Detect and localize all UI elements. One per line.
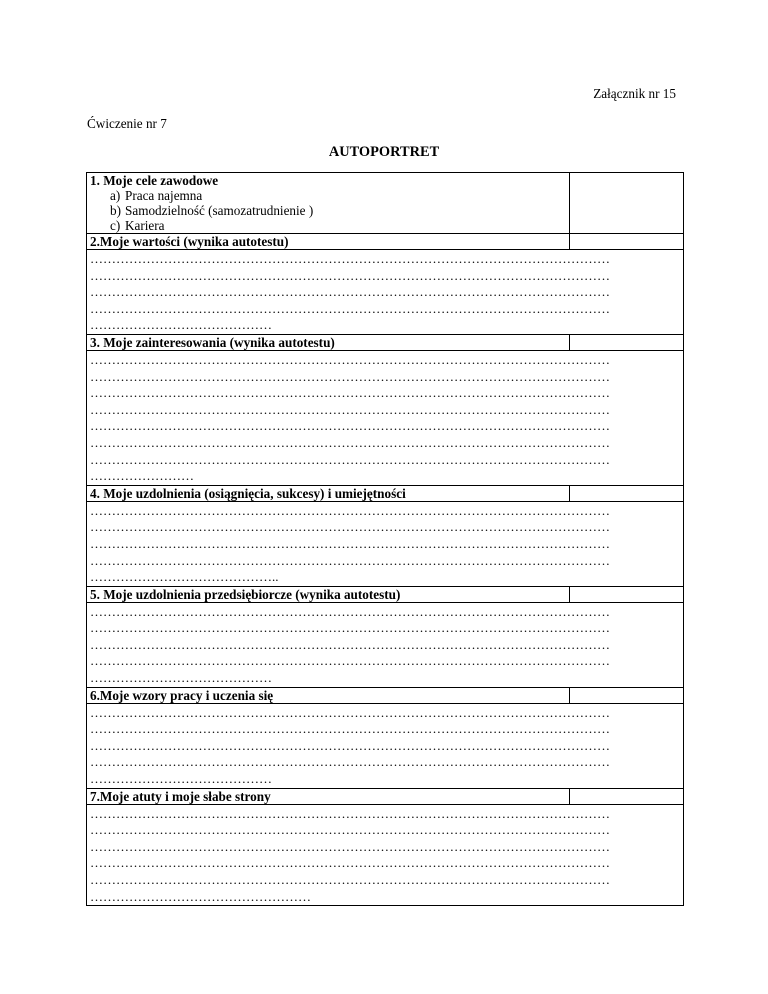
option-label: Praca najemna	[125, 188, 203, 203]
section-header	[87, 234, 683, 250]
dotted-answer-line: ……………………………………	[90, 317, 272, 333]
attachment-number: Załącznik nr 15	[593, 86, 676, 101]
dotted-answer-line: …………………………………………………………………………………………………………	[90, 552, 610, 568]
dotted-answer-line: …………………………………………………………………………………………………………	[90, 368, 610, 384]
self-portrait-form	[86, 172, 684, 906]
answer-box[interactable]	[569, 234, 683, 249]
dotted-answer-line: …………………………………………………………………………………………………………	[90, 872, 610, 887]
section-heading: 7.Moje atuty i moje słabe strony	[90, 788, 271, 804]
section-answer-area[interactable]	[87, 351, 683, 486]
exercise-number: Ćwiczenie nr 7	[87, 116, 167, 131]
dotted-answer-line: …………………………………………………………………………………………………………	[90, 721, 610, 737]
answer-box[interactable]	[569, 486, 683, 501]
dotted-answer-line: …………………………………………………………………………………………………………	[90, 636, 610, 652]
section-answer-area[interactable]	[87, 603, 683, 688]
option-marker: c)	[110, 218, 121, 233]
section-header	[87, 688, 683, 704]
dotted-answer-line: ……………………	[90, 468, 194, 484]
answer-box[interactable]	[569, 173, 683, 233]
dotted-answer-line: …………………………………………………………………………………………………………	[90, 653, 610, 669]
dotted-answer-line: ……………………………………..	[90, 569, 279, 585]
dotted-answer-line: …………………………………………………………………………………………………………	[90, 251, 610, 266]
section-header	[87, 486, 683, 502]
section-heading: 6.Moje wzory pracy i uczenia się	[90, 687, 274, 703]
option-label: Kariera	[125, 218, 165, 233]
section-answer-area[interactable]	[87, 805, 683, 906]
dotted-answer-line: …………………………………………………………………………………………………………	[90, 805, 610, 821]
dotted-answer-line: …………………………………………………………………………………………………………	[90, 855, 610, 871]
dotted-answer-line: …………………………………………………………………………………………………………	[90, 284, 610, 300]
dotted-answer-line: …………………………………………………………………………………………………………	[90, 737, 610, 753]
section-answer-area[interactable]	[87, 704, 683, 789]
dotted-answer-line: ……………………………………	[90, 771, 272, 787]
page-title: AUTOPORTRET	[328, 144, 440, 160]
option-marker: b)	[110, 203, 121, 218]
option-item	[90, 203, 569, 218]
career-goals-content	[87, 173, 569, 233]
dotted-answer-line: …………………………………………………………………………………………………………	[90, 418, 610, 434]
dotted-answer-line: …………………………………………………………………………………………………………	[90, 535, 610, 551]
section-answer-area[interactable]	[87, 502, 683, 587]
dotted-answer-line: …………………………………………………………………………………………………………	[90, 754, 610, 770]
section-header	[87, 335, 683, 351]
dotted-answer-line: …………………………………………………………………………………………………………	[90, 603, 610, 619]
section-header	[87, 587, 683, 603]
answer-box[interactable]	[569, 688, 683, 703]
section-heading: 4. Moje uzdolnienia (osiągnięcia, sukcesy) i umiejętności	[90, 485, 406, 501]
section-header	[87, 789, 683, 805]
option-item	[90, 218, 569, 233]
dotted-answer-line: …………………………………………………………………………………………………………	[90, 351, 610, 367]
section-answer-area[interactable]	[87, 250, 683, 335]
section-heading: 5. Moje uzdolnienia przedsiębiorcze (wynika autotestu)	[90, 586, 401, 602]
dotted-answer-line: …………………………………………………………………………………………………………	[90, 519, 610, 535]
dotted-answer-line: …………………………………………………………………………………………………………	[90, 267, 610, 283]
option-item	[90, 188, 569, 203]
dotted-answer-line: …………………………………………………………………………………………………………	[90, 451, 610, 467]
dotted-answer-line: …………………………………………………………………………………………………………	[90, 822, 610, 838]
dotted-answer-line: …………………………………………………………………………………………………………	[90, 838, 610, 854]
section-career-goals	[87, 173, 683, 234]
dotted-answer-line: ……………………………………………	[90, 888, 311, 904]
answer-box[interactable]	[569, 789, 683, 804]
sections-container	[87, 234, 683, 905]
option-label: Samodzielność (samozatrudnienie )	[125, 203, 314, 218]
dotted-answer-line: …………………………………………………………………………………………………………	[90, 385, 610, 401]
dotted-answer-line: …………………………………………………………………………………………………………	[90, 704, 610, 720]
answer-box[interactable]	[569, 587, 683, 602]
section-heading: 1. Moje cele zawodowe	[90, 173, 219, 188]
option-marker: a)	[110, 188, 121, 203]
dotted-answer-line: …………………………………………………………………………………………………………	[90, 620, 610, 636]
dotted-answer-line: …………………………………………………………………………………………………………	[90, 434, 610, 450]
dotted-answer-line: …………………………………………………………………………………………………………	[90, 300, 610, 316]
answer-box[interactable]	[569, 335, 683, 350]
dotted-answer-line: …………………………………………………………………………………………………………	[90, 502, 610, 518]
section-heading: 2.Moje wartości (wynika autotestu)	[90, 234, 289, 249]
dotted-answer-line: ……………………………………	[90, 670, 272, 686]
section-heading: 3. Moje zainteresowania (wynika autotestu)	[90, 334, 335, 350]
dotted-answer-line: …………………………………………………………………………………………………………	[90, 401, 610, 417]
